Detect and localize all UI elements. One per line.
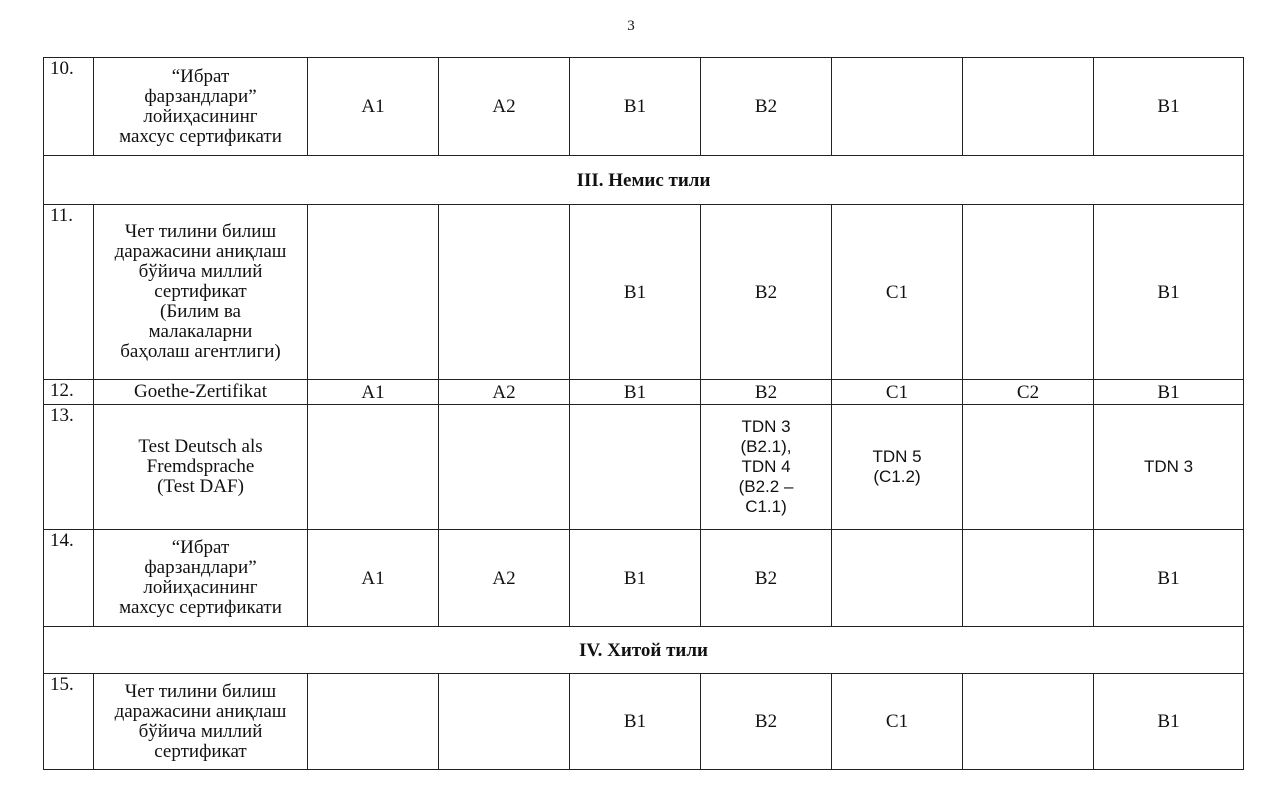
level-cell xyxy=(963,405,1094,530)
certificate-name: Чет тилини билиш даражасини аниқлаш бўйича миллий сертификат (Билим ва малакаларни баҳолаш агентлиги) xyxy=(94,205,308,380)
row-number: 10. xyxy=(44,58,94,156)
level-cell: A1 xyxy=(308,530,439,627)
level-cell-c1: TDN 5 (C1.2) xyxy=(832,405,963,530)
certificate-name: Test Deutsch als Fremdsprache (Test DAF) xyxy=(94,405,308,530)
level-cell: C2 xyxy=(963,380,1094,405)
level-cell: B2 xyxy=(701,58,832,156)
table-row xyxy=(44,380,1244,405)
section-header-row xyxy=(44,627,1244,674)
level-cell: C1 xyxy=(832,380,963,405)
level-cell xyxy=(832,58,963,156)
level-cell xyxy=(963,58,1094,156)
level-cell xyxy=(963,205,1094,380)
section-header-row xyxy=(44,156,1244,205)
row-number: 12. xyxy=(44,380,94,405)
level-cell xyxy=(832,530,963,627)
level-cell xyxy=(308,405,439,530)
row-number: 11. xyxy=(44,205,94,380)
page-number: 3 xyxy=(627,18,635,34)
table-row xyxy=(44,674,1244,770)
level-cell: A2 xyxy=(439,530,570,627)
level-cell xyxy=(308,674,439,770)
level-cell xyxy=(963,674,1094,770)
required-level-cell: B1 xyxy=(1094,58,1244,156)
level-cell: B1 xyxy=(570,674,701,770)
required-level-cell: B1 xyxy=(1094,674,1244,770)
level-cell: B1 xyxy=(570,205,701,380)
table-row xyxy=(44,205,1244,380)
row-number: 13. xyxy=(44,405,94,530)
section-title: IV. Хитой тили xyxy=(44,627,1244,674)
certificate-name: Чет тилини билиш даражасини аниқлаш бўйича миллий сертификат xyxy=(94,674,308,770)
required-level-cell: B1 xyxy=(1094,205,1244,380)
level-cell xyxy=(308,205,439,380)
level-cell: B1 xyxy=(570,58,701,156)
table-row xyxy=(44,58,1244,156)
required-level-cell: B1 xyxy=(1094,530,1244,627)
table-row xyxy=(44,405,1244,530)
level-cell xyxy=(963,530,1094,627)
level-cell: A2 xyxy=(439,58,570,156)
level-cell: A2 xyxy=(439,380,570,405)
level-cell: A1 xyxy=(308,58,439,156)
level-cell: C1 xyxy=(832,674,963,770)
required-level-cell: TDN 3 xyxy=(1094,405,1244,530)
level-cell xyxy=(439,674,570,770)
table-row xyxy=(44,530,1244,627)
certificate-name: Goethe-Zertifikat xyxy=(94,380,308,405)
level-cell-b2: TDN 3 (B2.1), TDN 4 (B2.2 – C1.1) xyxy=(701,405,832,530)
level-cell: B2 xyxy=(701,205,832,380)
certificate-name: “Ибрат фарзандлари” лойиҳасининг махсус сертификати xyxy=(94,58,308,156)
certificate-levels-table xyxy=(43,57,1244,770)
level-cell: A1 xyxy=(308,380,439,405)
required-level-cell: B1 xyxy=(1094,380,1244,405)
level-cell: B1 xyxy=(570,530,701,627)
level-cell: B2 xyxy=(701,380,832,405)
level-cell: B2 xyxy=(701,530,832,627)
level-cell xyxy=(570,405,701,530)
level-cell xyxy=(439,205,570,380)
row-number: 14. xyxy=(44,530,94,627)
level-cell: B2 xyxy=(701,674,832,770)
level-cell: B1 xyxy=(570,380,701,405)
section-title: III. Немис тили xyxy=(44,156,1244,205)
row-number: 15. xyxy=(44,674,94,770)
level-cell xyxy=(439,405,570,530)
level-cell: C1 xyxy=(832,205,963,380)
certificate-name: “Ибрат фарзандлари” лойиҳасининг махсус сертификати xyxy=(94,530,308,627)
